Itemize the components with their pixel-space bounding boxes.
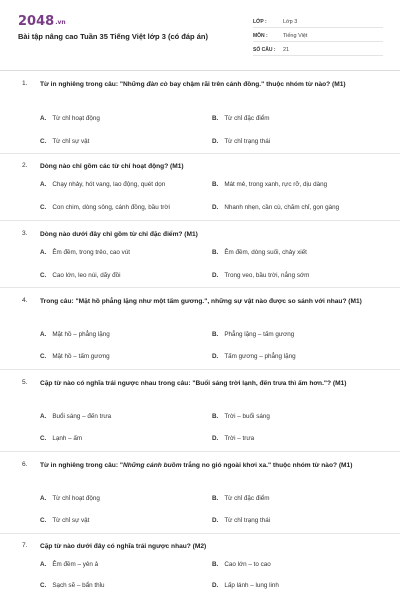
option-text: Êm đềm – yên ả: [52, 561, 99, 568]
option-text: Con chim, dòng sông, cánh đồng, bầu trời: [52, 204, 170, 211]
option-text: Trong veo, bầu trời, nắng sớm: [224, 272, 310, 279]
question-separator: [0, 153, 400, 154]
option-letter: D.: [212, 204, 219, 211]
info-label: LỚP :: [253, 19, 267, 25]
option-d[interactable]: [212, 353, 296, 360]
question-text-part: bay chậm rãi trên cánh đồng." thuộc nhóm từ nào? (M1): [167, 81, 346, 88]
question-text: Dòng nào dưới đây chỉ gồm từ chỉ đặc điểm? (M1): [40, 231, 198, 238]
option-letter: B.: [212, 331, 219, 338]
question-separator: [0, 287, 400, 288]
italic-phrase: Những cánh buồm: [123, 462, 182, 469]
question-text: Cặp từ nào có nghĩa trái ngược nhau trong câu: "Buổi sáng trời lạnh, đến trưa thì ấm hơn."? (M1): [40, 380, 347, 387]
option-text: Từ chỉ đặc điểm: [224, 495, 270, 502]
info-table: [253, 14, 383, 56]
option-c[interactable]: [40, 582, 104, 589]
question-number: 4.: [22, 297, 28, 304]
logo-text: 2048: [18, 14, 55, 29]
option-letter: C.: [40, 272, 47, 279]
option-letter: B.: [212, 249, 219, 256]
option-text: Buổi sáng – đến trưa: [52, 413, 112, 420]
question-text: Cặp từ nào dưới đây có nghĩa trái ngược nhau? (M2): [40, 543, 207, 550]
option-c[interactable]: [40, 517, 89, 524]
option-letter: C.: [40, 353, 47, 360]
option-letter: D.: [212, 582, 219, 589]
option-text: Lấp lánh – lung linh: [224, 582, 279, 589]
option-text: Lạnh – ấm: [52, 435, 83, 442]
question-text: [40, 461, 380, 471]
question-separator: [0, 369, 400, 370]
option-c[interactable]: [40, 272, 121, 279]
option-text: Tấm gương – phẳng lặng: [224, 353, 296, 360]
question-number: 1.: [22, 80, 28, 87]
option-letter: B.: [212, 115, 219, 122]
option-a[interactable]: [40, 561, 98, 568]
option-a[interactable]: [40, 331, 110, 338]
question-text-part: Từ in nghiêng trong câu: ": [40, 462, 123, 469]
option-text: Êm đềm, dòng suối, chảy xiết: [224, 249, 307, 256]
option-a[interactable]: [40, 249, 130, 256]
option-text: Từ chỉ sự vật: [52, 138, 90, 145]
option-text: Trời – trưa: [224, 435, 255, 442]
header-divider: [0, 70, 400, 71]
option-text: Chạy nhảy, hót vang, lao động, quét dọn: [52, 181, 166, 188]
option-text: Mặt hồ – tấm gương: [52, 353, 110, 360]
option-d[interactable]: [212, 582, 279, 589]
option-a[interactable]: [40, 413, 111, 420]
question-separator: [0, 220, 400, 221]
question-number: 6.: [22, 461, 28, 468]
option-text: Từ chỉ hoạt động: [52, 115, 100, 122]
info-row-count: [253, 42, 383, 56]
option-b[interactable]: [212, 115, 269, 122]
option-d[interactable]: [212, 435, 254, 442]
option-letter: C.: [40, 204, 47, 211]
question-number: 7.: [22, 542, 28, 549]
site-logo[interactable]: [18, 14, 66, 29]
info-label: MÔN :: [253, 33, 268, 39]
option-letter: A.: [40, 561, 47, 568]
info-value: 21: [283, 47, 290, 53]
question-separator: [0, 451, 400, 452]
option-c[interactable]: [40, 138, 89, 145]
option-b[interactable]: [212, 249, 307, 256]
page-title: Bài tập nâng cao Tuần 35 Tiếng Việt lớp 3 (có đáp án): [18, 32, 208, 41]
option-text: Mát mẻ, trong xanh, rực rỡ, dịu dàng: [224, 181, 328, 188]
option-text: Mặt hồ – phẳng lặng: [52, 331, 110, 338]
option-letter: C.: [40, 435, 47, 442]
option-letter: A.: [40, 115, 47, 122]
option-text: Từ chỉ đặc điểm: [224, 115, 270, 122]
option-d[interactable]: [212, 517, 270, 524]
option-b[interactable]: [212, 181, 327, 188]
option-b[interactable]: [212, 331, 294, 338]
question-text: Dòng nào chỉ gồm các từ chỉ hoạt động? (M1): [40, 163, 184, 170]
option-letter: D.: [212, 138, 219, 145]
option-text: Từ chỉ sự vật: [52, 517, 90, 524]
option-letter: D.: [212, 353, 219, 360]
option-text: Nhanh nhẹn, cần cù, chăm chỉ, gọn gàng: [224, 204, 340, 211]
question-number: 2.: [22, 162, 28, 169]
info-value: Tiếng Việt: [283, 33, 308, 39]
italic-phrase: đàn cò: [146, 81, 168, 88]
option-letter: C.: [40, 517, 47, 524]
option-a[interactable]: [40, 181, 165, 188]
option-text: Cao lớn – to cao: [224, 561, 271, 568]
option-letter: A.: [40, 413, 47, 420]
option-text: Êm đềm, trong trẻo, cao vút: [52, 249, 131, 256]
question-text-part: Từ in nghiêng trong câu: "Những: [40, 81, 147, 88]
option-c[interactable]: [40, 204, 170, 211]
option-letter: B.: [212, 181, 219, 188]
option-d[interactable]: [212, 204, 339, 211]
info-row-class: [253, 14, 383, 28]
option-b[interactable]: [212, 561, 271, 568]
option-c[interactable]: [40, 353, 110, 360]
option-text: Trời – buổi sáng: [224, 413, 270, 420]
option-letter: D.: [212, 272, 219, 279]
option-letter: D.: [212, 517, 219, 524]
info-value: Lớp 3: [283, 19, 298, 25]
info-row-subject: [253, 28, 383, 42]
question-number: 3.: [22, 230, 28, 237]
option-a[interactable]: [40, 495, 100, 502]
option-d[interactable]: [212, 272, 309, 279]
option-letter: A.: [40, 331, 47, 338]
option-text: Từ chỉ trạng thái: [224, 138, 271, 145]
option-letter: C.: [40, 582, 47, 589]
question-text: [40, 80, 380, 90]
question-text-part: trắng no gió ngoài khơi xa." thuộc nhóm từ nào? (M1): [181, 462, 353, 469]
option-text: Từ chỉ trạng thái: [224, 517, 271, 524]
info-label: SỐ CÂU :: [253, 47, 276, 53]
option-letter: B.: [212, 561, 219, 568]
worksheet-header: [0, 0, 400, 70]
option-b[interactable]: [212, 495, 269, 502]
option-a[interactable]: [40, 115, 100, 122]
option-text: Phẳng lặng – tấm gương: [224, 331, 295, 338]
question-separator: [0, 533, 400, 534]
option-text: Cao lớn, leo núi, dãy đồi: [52, 272, 121, 279]
question-number: 5.: [22, 379, 28, 386]
option-text: Từ chỉ hoạt động: [52, 495, 100, 502]
option-letter: B.: [212, 495, 219, 502]
option-letter: D.: [212, 435, 219, 442]
option-d[interactable]: [212, 138, 270, 145]
question-text: Trong câu: "Mặt hồ phẳng lặng như một tấm gương.", những sự vật nào được so sánh với nhau? (M1): [40, 298, 362, 305]
option-letter: B.: [212, 413, 219, 420]
option-b[interactable]: [212, 413, 270, 420]
option-c[interactable]: [40, 435, 82, 442]
option-text: Sạch sẽ – bẩn thỉu: [52, 582, 105, 589]
option-letter: A.: [40, 181, 47, 188]
option-letter: A.: [40, 495, 47, 502]
option-letter: C.: [40, 138, 47, 145]
option-letter: A.: [40, 249, 47, 256]
logo-suffix: .vn: [55, 19, 66, 26]
